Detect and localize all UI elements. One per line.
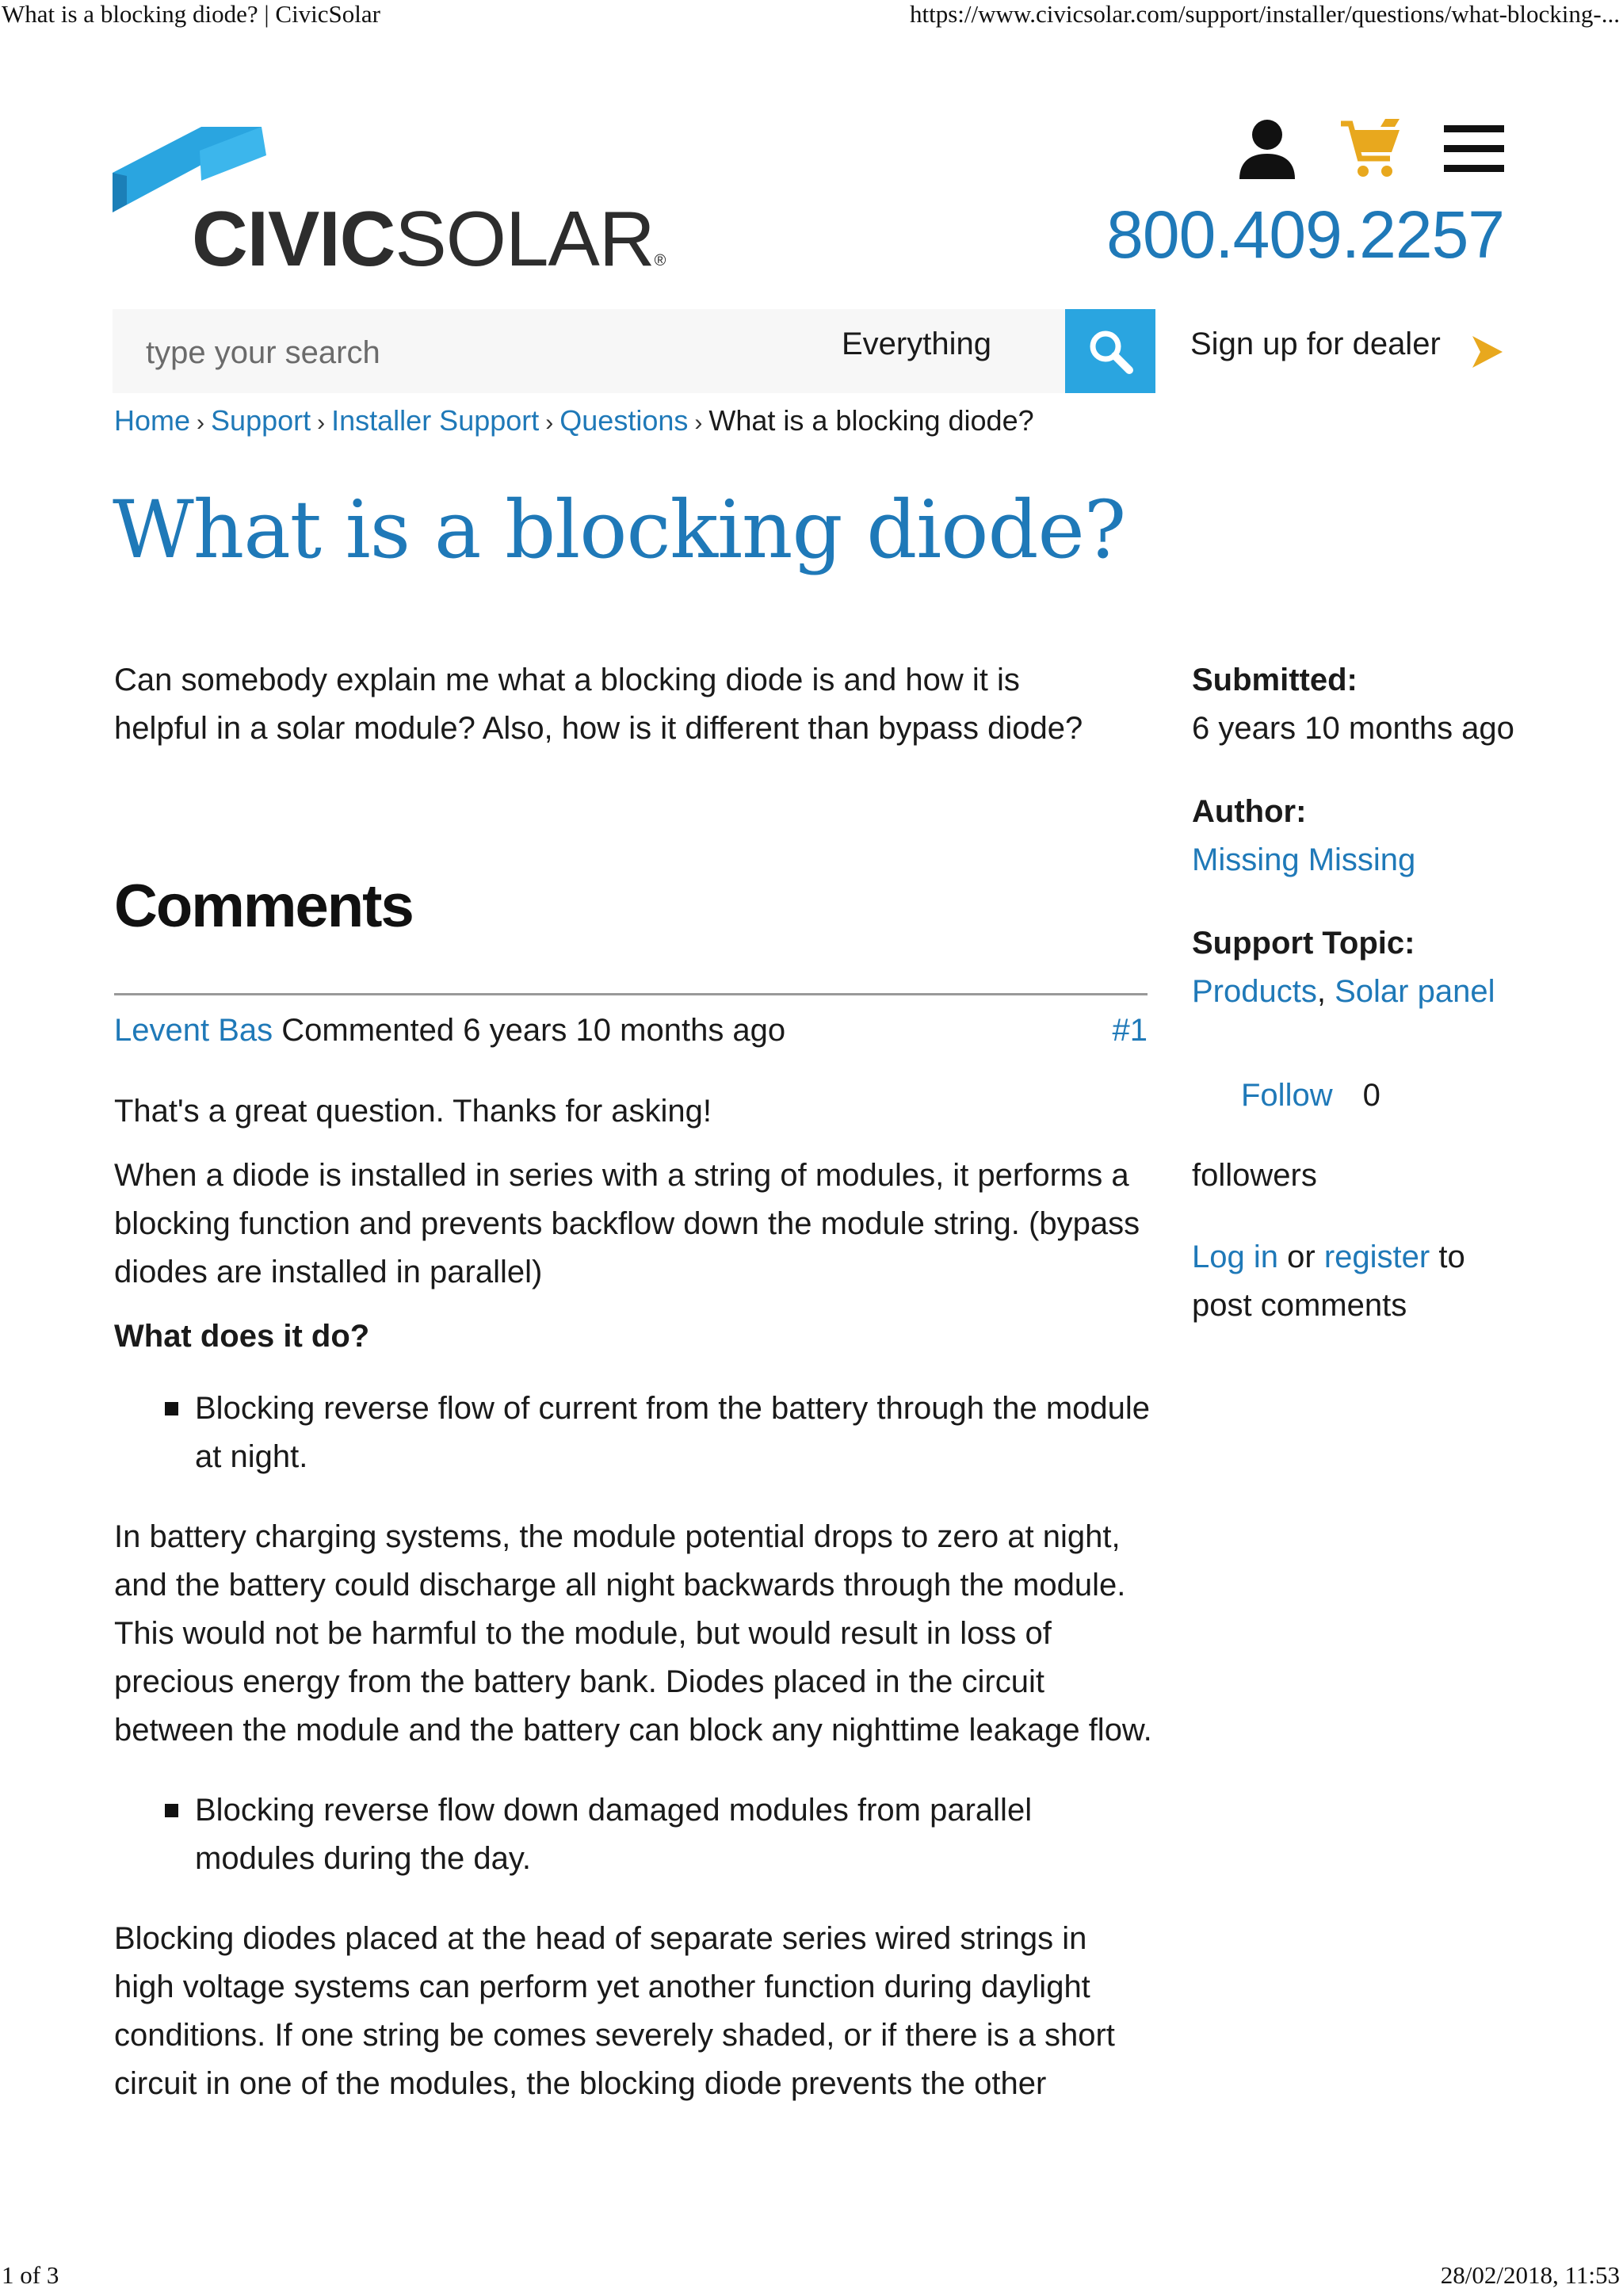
topic-link-solar-panel[interactable]: Solar panel <box>1335 974 1495 1009</box>
search-scope-select[interactable]: Everything <box>842 327 991 361</box>
question-body <box>114 656 1149 753</box>
author-link[interactable]: Missing Missing <box>1192 842 1416 877</box>
print-page-title: What is a blocking diode? | CivicSolar <box>2 0 380 28</box>
author-block <box>1192 788 1525 884</box>
comment-paragraph: That's a great question. Thanks for asking! <box>114 1094 712 1129</box>
breadcrumb-current: What is a blocking diode? <box>708 404 1034 437</box>
breadcrumb-separator: › <box>197 410 205 436</box>
follow-widget <box>1192 1072 1525 1120</box>
support-topic-block: Support Topic: Products, Solar panel <box>1192 919 1525 1016</box>
menu-icon[interactable] <box>1444 125 1504 173</box>
breadcrumb-separator: › <box>694 410 703 436</box>
page-title: What is a blocking diode? <box>113 483 1126 576</box>
breadcrumb-separator: › <box>317 410 326 436</box>
submitted-value: 6 years 10 months ago <box>1192 711 1514 746</box>
bullet-square-icon <box>165 1402 178 1415</box>
comment-paragraph: Blocking diodes placed at the head of separate series wired strings in high voltage systems can perform yet another function during daylight conditions. If one string be comes severely shaded, or if there is a short circuit in one of the modules, the blocking diode prevents the other <box>114 1921 1115 2101</box>
question-text-line-1: Can somebody explain me what a blocking diode is and how it is <box>114 663 1020 697</box>
print-page-number: 1 of 3 <box>2 2261 59 2289</box>
logo-registered-mark: ® <box>654 252 666 269</box>
comment-paragraph: In battery charging systems, the module potential drops to zero at night, and the battery could discharge all night backwards through the module. This would not be harmful to the module, but would result in loss of precious energy from the battery bank. Diodes placed in the circuit between the module and the battery can block any nighttime leakage flow. <box>114 1519 1152 1748</box>
phone-number-link[interactable]: 800.409.2257 <box>1106 197 1504 272</box>
comment-body <box>114 1087 1152 2124</box>
author-label: Author: <box>1192 794 1307 829</box>
comments-divider <box>114 993 1148 995</box>
logo-text-bold: CIVIC <box>192 195 395 282</box>
question-sidebar <box>1192 656 1525 1330</box>
breadcrumb-questions[interactable]: Questions <box>559 404 689 437</box>
question-text-line-2: helpful in a solar module? Also, how is it different than bypass diode? <box>114 711 1083 746</box>
list-item: Blocking reverse flow of current from the battery through the module at night. <box>165 1385 1152 1481</box>
comment-paragraph: When a diode is installed in series with a string of modules, it performs a blocking function and prevents backflow down the module string. (bypass diodes are installed in parallel) <box>114 1158 1140 1289</box>
list-item: Blocking reverse flow down damaged modules from parallel modules during the day. <box>165 1786 1152 1883</box>
search-icon <box>1086 327 1134 375</box>
comment-list <box>114 1385 1152 1481</box>
search-input[interactable] <box>144 328 750 377</box>
comment-permalink[interactable]: #1 <box>1112 1013 1148 1048</box>
breadcrumb-support[interactable]: Support <box>211 404 311 437</box>
cart-icon[interactable] <box>1339 119 1401 179</box>
comment-meta <box>114 1013 1148 1049</box>
comment-author-link[interactable]: Levent Bas <box>114 1013 273 1048</box>
followers-label: followers <box>1192 1158 1317 1193</box>
print-footer <box>0 2261 1623 2296</box>
login-prompt: Log in or register to post comments <box>1192 1240 1465 1323</box>
comment-list <box>114 1786 1152 1883</box>
breadcrumb <box>114 404 1034 437</box>
print-url: https://www.civicsolar.com/support/installer/questions/what-blocking-... <box>909 0 1620 28</box>
breadcrumb-installer-support[interactable]: Installer Support <box>331 404 540 437</box>
arrow-right-icon <box>1472 336 1503 368</box>
comment-date: Commented 6 years 10 months ago <box>281 1013 786 1048</box>
header-icons <box>1238 119 1504 179</box>
support-topic-label: Support Topic: <box>1192 926 1415 961</box>
breadcrumb-separator: › <box>545 410 554 436</box>
dealer-signup-link[interactable]: Sign up for dealer <box>1190 327 1441 361</box>
register-link[interactable]: register <box>1323 1240 1430 1274</box>
search-button[interactable] <box>1065 309 1155 393</box>
print-datetime: 28/02/2018, 11:53 <box>1440 2261 1620 2289</box>
user-icon[interactable] <box>1238 119 1296 179</box>
logo-text-light: SOLAR <box>395 195 655 282</box>
follow-button[interactable]: Follow <box>1241 1078 1333 1113</box>
civicsolar-logo[interactable] <box>113 124 666 282</box>
submitted-label: Submitted: <box>1192 663 1358 697</box>
print-header <box>0 0 1623 32</box>
comment-subheading: What does it do? <box>114 1319 370 1354</box>
submitted-block <box>1192 656 1525 753</box>
breadcrumb-home[interactable]: Home <box>114 404 191 437</box>
comments-heading: Comments <box>114 873 413 940</box>
bullet-square-icon <box>165 1804 178 1817</box>
topic-link-products[interactable]: Products <box>1192 974 1317 1009</box>
follow-count: 0 <box>1362 1078 1381 1113</box>
login-link[interactable]: Log in <box>1192 1240 1278 1274</box>
search-bar <box>113 309 1155 393</box>
